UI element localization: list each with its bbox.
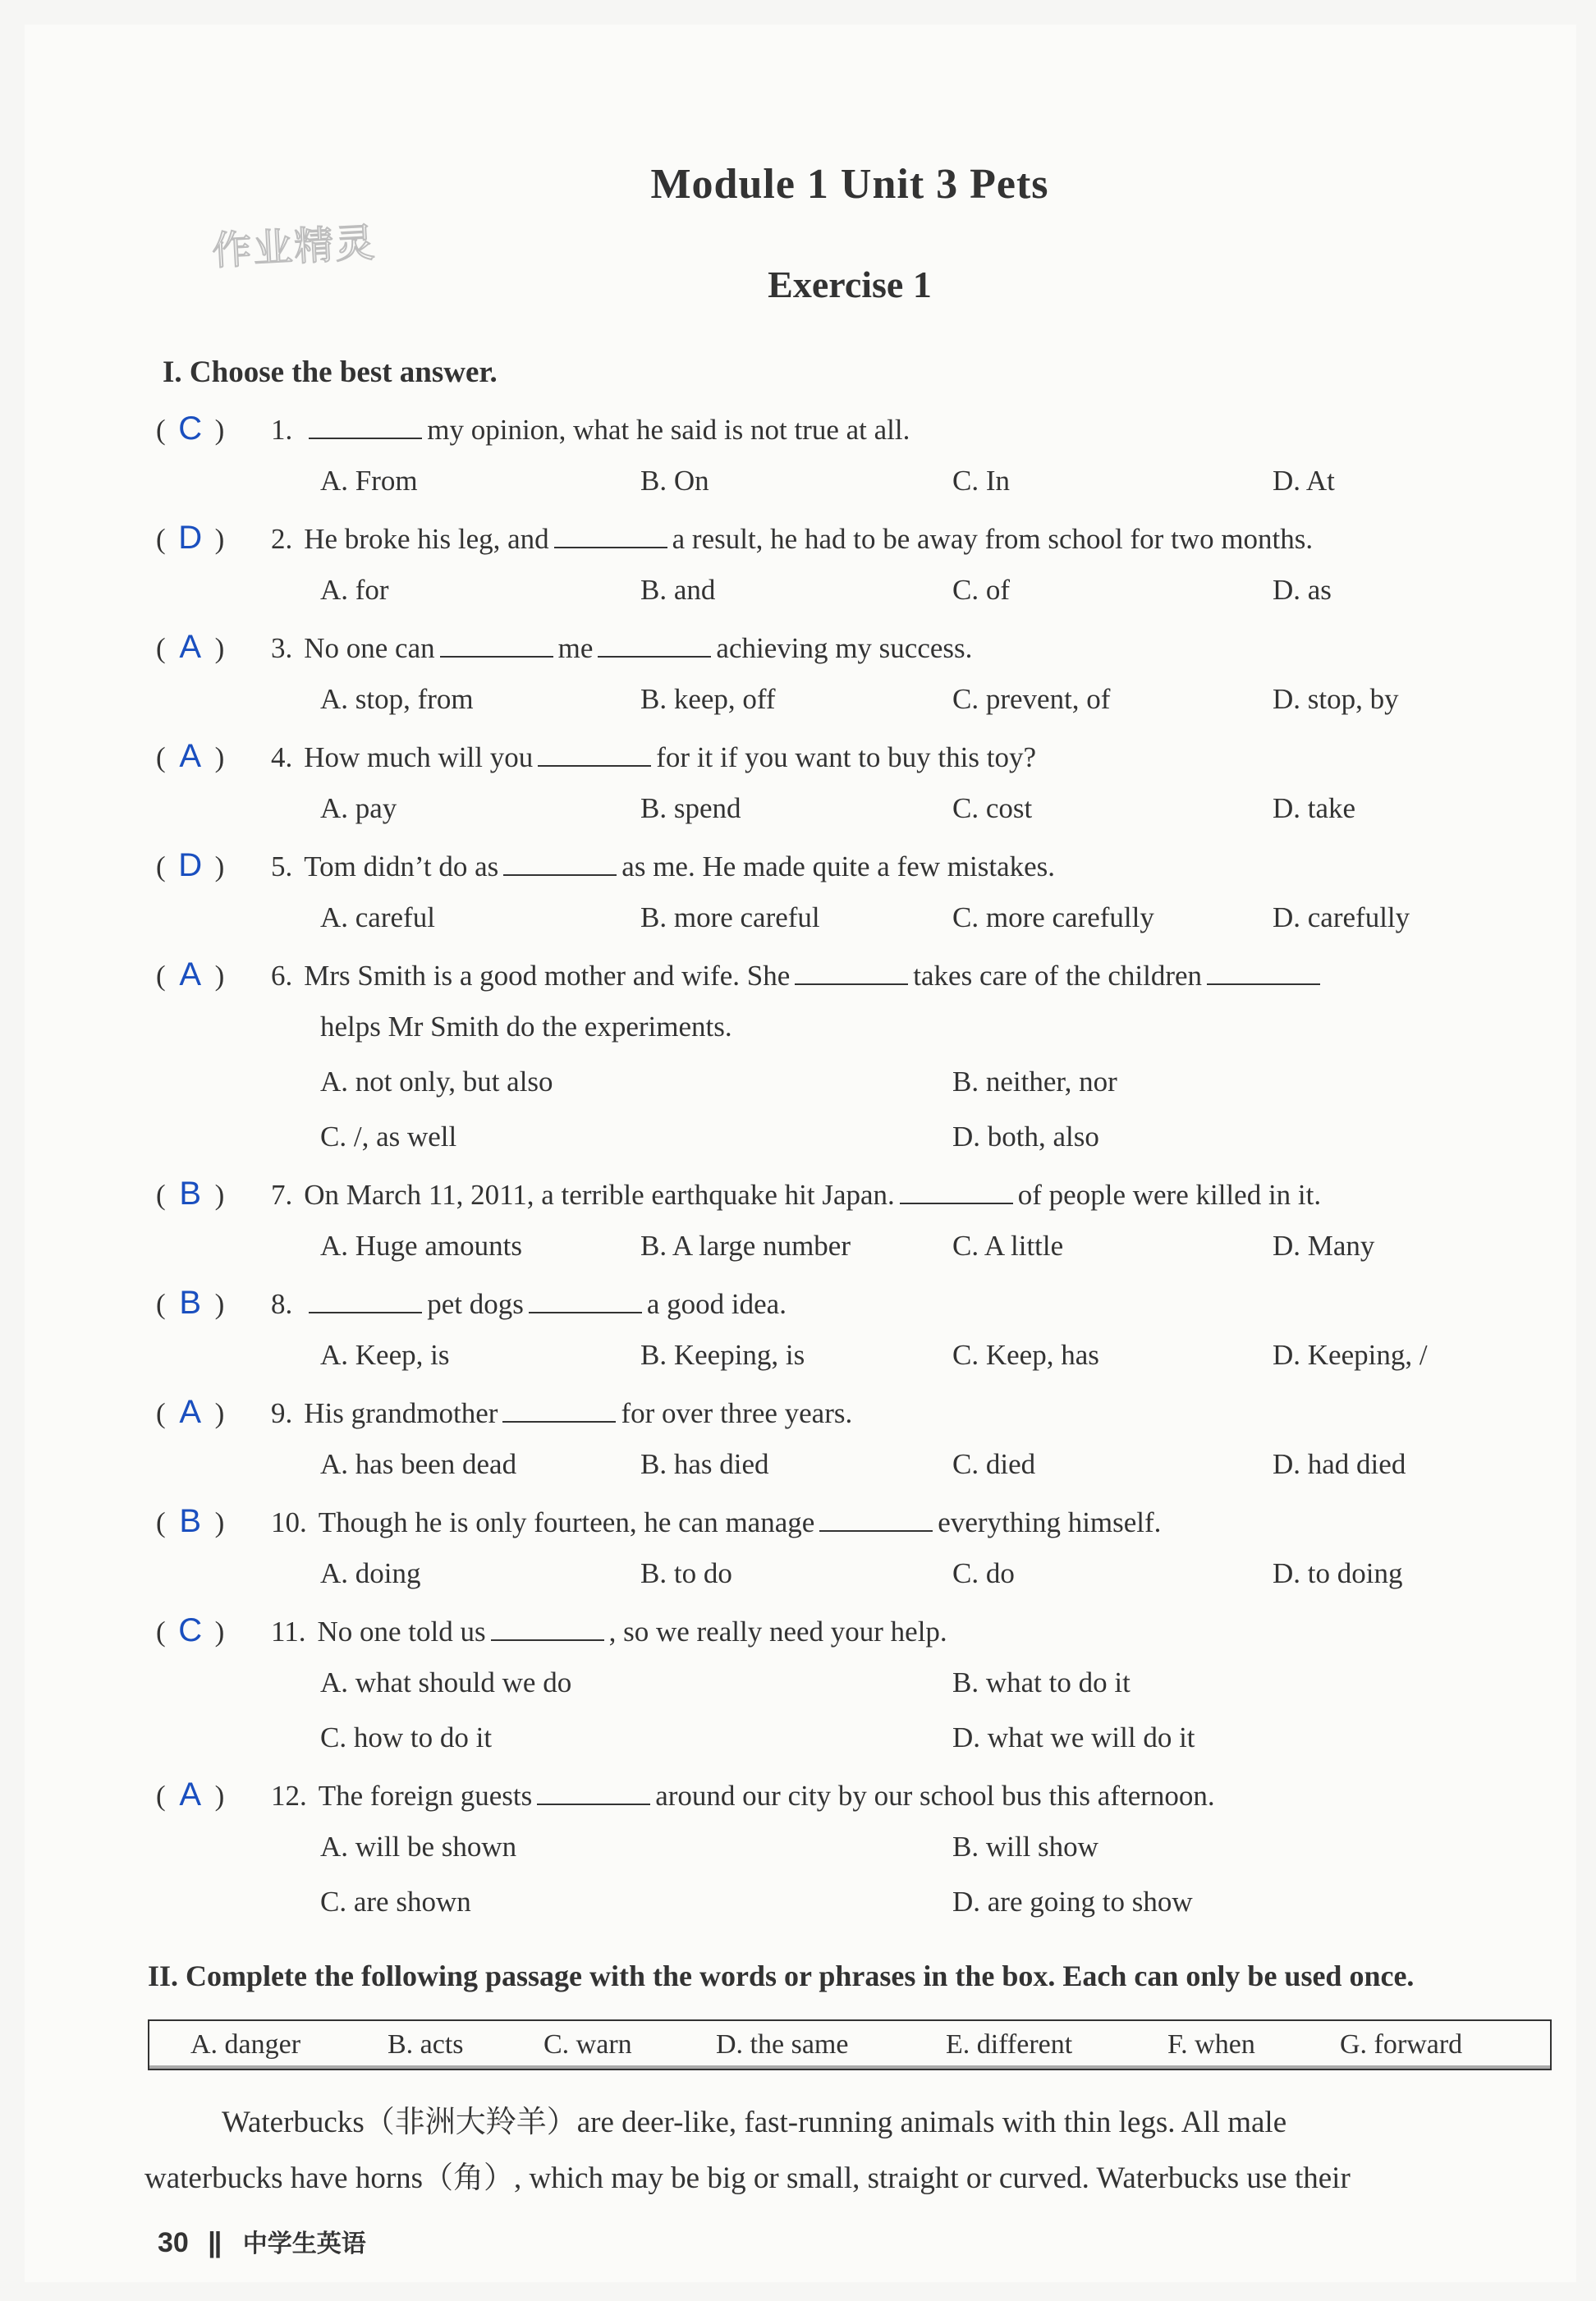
option-d[interactable]: D. had died bbox=[1273, 1448, 1406, 1480]
question-11 bbox=[156, 1612, 947, 1649]
answer-blank[interactable] bbox=[440, 631, 553, 658]
option-d[interactable]: D. are going to show bbox=[952, 1886, 1193, 1918]
word-option: A. danger bbox=[190, 2029, 301, 2060]
option-b[interactable]: B. and bbox=[640, 574, 716, 606]
option-c[interactable]: C. died bbox=[952, 1448, 1036, 1480]
question-text: The foreign guests bbox=[318, 1780, 533, 1812]
question-number: 3. bbox=[271, 632, 293, 664]
question-9 bbox=[156, 1394, 852, 1431]
answer-letter: D bbox=[178, 847, 203, 883]
question-text: On March 11, 2011, a terrible earthquake hit Japan. bbox=[304, 1179, 895, 1211]
option-a[interactable]: A. for bbox=[320, 574, 389, 606]
question-1 bbox=[156, 410, 910, 447]
question-text: pet dogs bbox=[427, 1288, 524, 1320]
option-c[interactable]: C. do bbox=[952, 1557, 1015, 1589]
option-d[interactable]: D. Keeping, / bbox=[1273, 1339, 1428, 1371]
question-text: as me. He made quite a few mistakes. bbox=[621, 850, 1056, 882]
answer-bracket: ( C ) bbox=[156, 1612, 225, 1648]
answer-blank[interactable] bbox=[900, 1178, 1013, 1204]
option-a[interactable]: A. From bbox=[320, 465, 418, 497]
option-b[interactable]: B. has died bbox=[640, 1448, 769, 1480]
question-text: His grandmother bbox=[304, 1397, 498, 1429]
answer-blank[interactable] bbox=[1207, 959, 1320, 985]
answer-bracket: ( B ) bbox=[156, 1285, 225, 1321]
question-text: a result, he had to be away from school for two months. bbox=[672, 523, 1314, 555]
option-c[interactable]: C. In bbox=[952, 465, 1010, 497]
word-option: B. acts bbox=[388, 2029, 464, 2060]
answer-bracket: ( A ) bbox=[156, 738, 225, 774]
answer-bracket: ( B ) bbox=[156, 1503, 225, 1539]
answer-blank[interactable] bbox=[309, 413, 422, 439]
magazine-name: 中学生英语 bbox=[242, 2230, 366, 2258]
question-6 bbox=[156, 956, 1325, 993]
question-3 bbox=[156, 629, 972, 666]
option-c[interactable]: C. A little bbox=[952, 1230, 1064, 1262]
option-b[interactable]: B. more careful bbox=[640, 901, 820, 933]
option-a[interactable]: A. not only, but also bbox=[320, 1066, 553, 1098]
word-option: C. warn bbox=[543, 2029, 632, 2060]
question-text: He broke his leg, and bbox=[304, 523, 549, 555]
option-a[interactable]: A. Huge amounts bbox=[320, 1230, 522, 1262]
answer-blank[interactable] bbox=[502, 1396, 616, 1423]
answer-blank[interactable] bbox=[795, 959, 908, 985]
question-number: 9. bbox=[271, 1397, 293, 1429]
word-box bbox=[148, 2019, 1552, 2070]
option-a[interactable]: A. will be shown bbox=[320, 1831, 517, 1863]
question-number: 12. bbox=[271, 1780, 307, 1812]
question-12 bbox=[156, 1776, 1215, 1813]
option-b[interactable]: B. will show bbox=[952, 1831, 1098, 1863]
question-text: of people were killed in it. bbox=[1017, 1179, 1322, 1211]
footer-divider-icon: || bbox=[208, 2227, 221, 2258]
answer-bracket: ( A ) bbox=[156, 956, 225, 992]
question-number: 4. bbox=[271, 741, 293, 773]
option-c[interactable]: C. of bbox=[952, 574, 1010, 606]
question-text: Tom didn’t do as bbox=[304, 850, 499, 882]
question-text: Though he is only fourteen, he can manage bbox=[318, 1506, 815, 1538]
question-2 bbox=[156, 520, 1313, 557]
question-text: How much will you bbox=[304, 741, 534, 773]
answer-blank[interactable] bbox=[598, 631, 711, 658]
question-text: No one can bbox=[304, 632, 435, 664]
question-text: a good idea. bbox=[646, 1288, 787, 1320]
answer-letter: A bbox=[179, 1776, 201, 1813]
question-10 bbox=[156, 1503, 1161, 1540]
option-d[interactable]: D. what we will do it bbox=[952, 1721, 1195, 1753]
option-a[interactable]: A. Keep, is bbox=[320, 1339, 450, 1371]
page-title: Module 1 Unit 3 Pets bbox=[650, 161, 1049, 208]
passage bbox=[144, 2095, 1557, 2207]
answer-blank[interactable] bbox=[537, 1779, 650, 1805]
option-c[interactable]: C. cost bbox=[952, 792, 1033, 824]
option-b[interactable]: B. neither, nor bbox=[952, 1066, 1117, 1098]
question-text: , so we really need your help. bbox=[608, 1616, 947, 1648]
answer-letter: B bbox=[179, 1176, 201, 1212]
question-text: around our city by our school bus this afternoon. bbox=[655, 1780, 1215, 1812]
option-b[interactable]: B. what to do it bbox=[952, 1666, 1130, 1698]
question-number: 8. bbox=[271, 1288, 293, 1320]
question-text: achieving my success. bbox=[716, 632, 973, 664]
option-b[interactable]: B. spend bbox=[640, 792, 741, 824]
word-option: D. the same bbox=[716, 2029, 849, 2060]
option-a[interactable]: A. pay bbox=[320, 792, 397, 824]
option-d[interactable]: D. as bbox=[1273, 574, 1332, 606]
option-a[interactable]: A. doing bbox=[320, 1557, 421, 1589]
option-c[interactable]: C. /, as well bbox=[320, 1121, 457, 1153]
word-option: G. forward bbox=[1340, 2029, 1463, 2060]
answer-bracket: ( A ) bbox=[156, 629, 225, 665]
question-text: me bbox=[557, 632, 594, 664]
question-text: for over three years. bbox=[621, 1397, 853, 1429]
answer-blank[interactable] bbox=[491, 1615, 604, 1641]
section-1-heading: I. Choose the best answer. bbox=[163, 355, 498, 389]
option-c[interactable]: C. how to do it bbox=[320, 1721, 493, 1753]
answer-letter: C bbox=[178, 410, 203, 447]
question-number: 2. bbox=[271, 523, 293, 555]
option-d[interactable]: D. carefully bbox=[1273, 901, 1410, 933]
answer-letter: B bbox=[179, 1285, 201, 1321]
question-4 bbox=[156, 738, 1036, 775]
answer-bracket: ( A ) bbox=[156, 1394, 225, 1430]
option-b[interactable]: B. keep, off bbox=[640, 683, 776, 715]
option-c[interactable]: C. Keep, has bbox=[952, 1339, 1099, 1371]
question-number: 6. bbox=[271, 960, 293, 992]
option-a[interactable]: A. stop, from bbox=[320, 683, 474, 715]
answer-bracket: ( D ) bbox=[156, 847, 225, 883]
answer-blank[interactable] bbox=[819, 1506, 933, 1532]
question-text: everything himself. bbox=[938, 1506, 1162, 1538]
answer-blank[interactable] bbox=[503, 850, 617, 876]
option-d[interactable]: D. stop, by bbox=[1273, 683, 1399, 715]
question-text: my opinion, what he said is not true at all. bbox=[427, 414, 910, 446]
answer-letter: D bbox=[178, 520, 203, 556]
answer-blank[interactable] bbox=[554, 522, 667, 548]
passage-line: Waterbucks（非洲大羚羊）are deer-like, fast-running animals with thin legs. All male bbox=[222, 2106, 1287, 2139]
answer-letter: A bbox=[179, 1394, 201, 1430]
passage-line: waterbucks have horns（角）, which may be big or small, straight or curved. Waterbucks use their bbox=[144, 2161, 1351, 2195]
watermark: 作业精灵 bbox=[210, 219, 378, 275]
page-number: 30 bbox=[158, 2227, 189, 2258]
page-footer bbox=[158, 2223, 366, 2259]
question-text: takes care of the children bbox=[913, 960, 1203, 992]
option-b[interactable]: B. to do bbox=[640, 1557, 732, 1589]
answer-letter: C bbox=[178, 1612, 203, 1648]
answer-blank[interactable] bbox=[309, 1287, 422, 1313]
question-text-continued: helps Mr Smith do the experiments. bbox=[320, 1011, 732, 1043]
question-text: for it if you want to buy this toy? bbox=[656, 741, 1036, 773]
option-d[interactable]: D. to doing bbox=[1273, 1557, 1403, 1589]
option-b[interactable]: B. A large number bbox=[640, 1230, 851, 1262]
answer-letter: A bbox=[179, 956, 201, 992]
option-c[interactable]: C. are shown bbox=[320, 1886, 471, 1918]
option-b[interactable]: B. On bbox=[640, 465, 709, 497]
question-7 bbox=[156, 1176, 1321, 1212]
question-number: 10. bbox=[271, 1506, 307, 1538]
question-8 bbox=[156, 1285, 787, 1322]
answer-bracket: ( D ) bbox=[156, 520, 225, 556]
page-subtitle: Exercise 1 bbox=[768, 264, 932, 305]
section-2-heading: II. Complete the following passage with the words or phrases in the box. Each can only be used once. bbox=[148, 1960, 1415, 1992]
option-d[interactable]: D. Many bbox=[1273, 1230, 1375, 1262]
answer-blank[interactable] bbox=[529, 1287, 642, 1313]
question-number: 11. bbox=[271, 1616, 306, 1648]
option-d[interactable]: D. take bbox=[1273, 792, 1356, 824]
answer-blank[interactable] bbox=[538, 740, 651, 767]
answer-bracket: ( C ) bbox=[156, 410, 225, 447]
option-c[interactable]: C. more carefully bbox=[952, 901, 1154, 933]
answer-bracket: ( B ) bbox=[156, 1176, 225, 1212]
option-d[interactable]: D. At bbox=[1273, 465, 1335, 497]
answer-bracket: ( A ) bbox=[156, 1776, 225, 1813]
option-d[interactable]: D. both, also bbox=[952, 1121, 1099, 1153]
question-5 bbox=[156, 847, 1055, 884]
word-option: E. different bbox=[946, 2029, 1073, 2060]
question-number: 1. bbox=[271, 414, 293, 446]
option-c[interactable]: C. prevent, of bbox=[952, 683, 1111, 715]
word-option: F. when bbox=[1167, 2029, 1255, 2060]
answer-letter: A bbox=[179, 629, 201, 665]
answer-letter: B bbox=[179, 1503, 201, 1539]
option-a[interactable]: A. what should we do bbox=[320, 1666, 572, 1698]
question-number: 5. bbox=[271, 850, 293, 882]
question-number: 7. bbox=[271, 1179, 293, 1211]
option-a[interactable]: A. careful bbox=[320, 901, 435, 933]
option-a[interactable]: A. has been dead bbox=[320, 1448, 517, 1480]
question-text: Mrs Smith is a good mother and wife. She bbox=[304, 960, 791, 992]
option-b[interactable]: B. Keeping, is bbox=[640, 1339, 805, 1371]
question-text: No one told us bbox=[317, 1616, 486, 1648]
answer-letter: A bbox=[179, 738, 201, 774]
